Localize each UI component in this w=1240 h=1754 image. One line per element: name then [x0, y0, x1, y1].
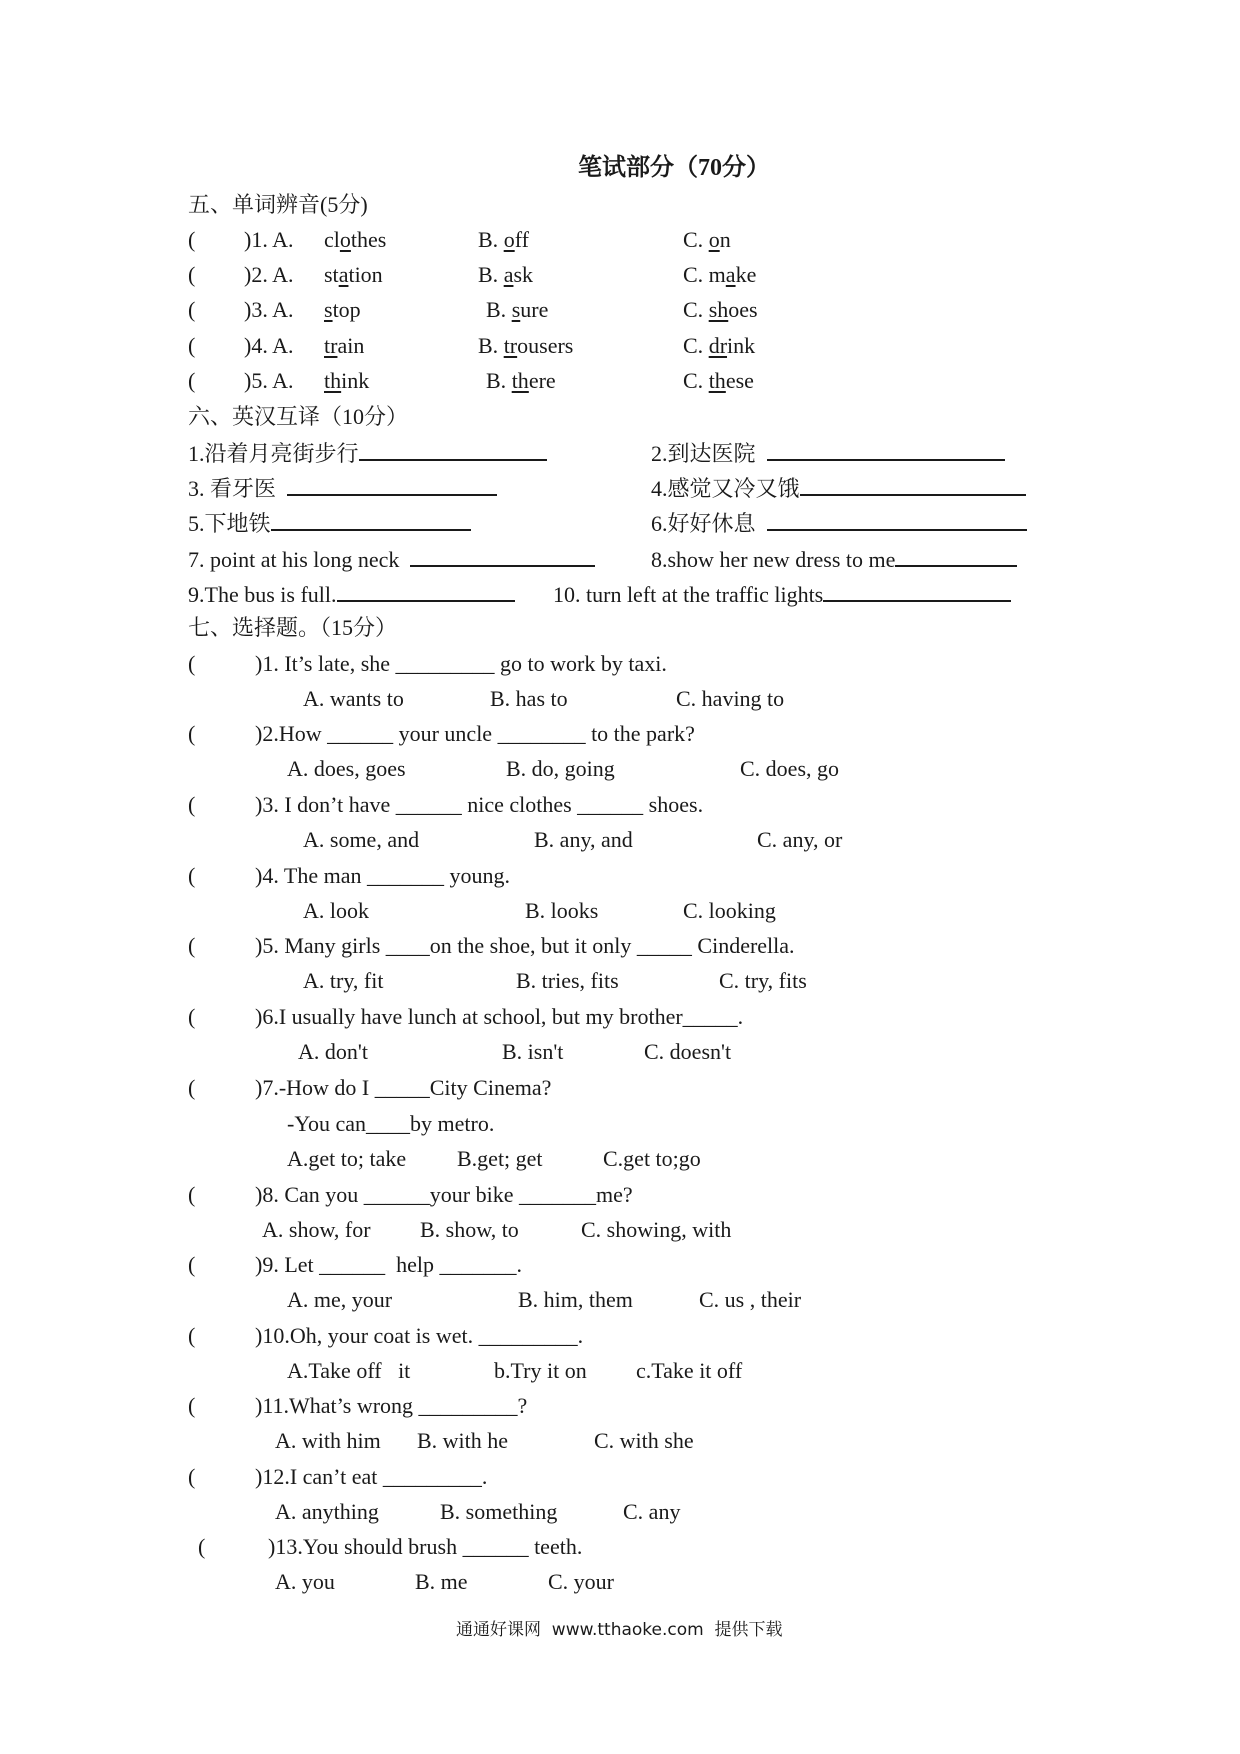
answer-paren[interactable]: (: [188, 333, 196, 358]
choice-option[interactable]: B. him, them: [518, 1287, 633, 1312]
choice-option[interactable]: C. does, go: [740, 756, 839, 781]
question-number: )5. A.: [244, 368, 294, 393]
translation-item: 6.好好休息: [651, 511, 1027, 535]
question-text: )3. I don’t have ______ nice clothes ______ shoes.: [255, 792, 704, 817]
choice-option[interactable]: A. don't: [298, 1039, 368, 1064]
answer-paren[interactable]: (: [188, 1075, 196, 1100]
section-6-heading: 六、英汉互译（10分）: [188, 404, 409, 429]
translation-item: 9.The bus is full.: [188, 582, 515, 606]
question-text: )5. Many girls ____on the shoe, but it only _____ Cinderella.: [255, 933, 795, 958]
answer-paren[interactable]: (: [188, 651, 196, 676]
answer-blank[interactable]: [767, 511, 1027, 531]
choice-option[interactable]: B. show, to: [420, 1217, 519, 1242]
choice-option[interactable]: A. some, and: [303, 827, 420, 852]
option-b: B. off: [478, 227, 529, 252]
page-title: 笔试部分（70分）: [578, 155, 770, 181]
answer-paren[interactable]: (: [188, 1004, 196, 1029]
choice-option[interactable]: C.get to;go: [603, 1146, 701, 1171]
choice-option[interactable]: A. you: [275, 1569, 335, 1594]
choice-option[interactable]: C. doesn't: [644, 1039, 732, 1064]
answer-paren[interactable]: (: [188, 1323, 196, 1348]
choice-option[interactable]: B. isn't: [502, 1039, 564, 1064]
option-a: train: [324, 333, 365, 358]
translation-item: 3. 看牙医: [188, 476, 497, 500]
answer-paren[interactable]: (: [188, 262, 196, 287]
option-a: think: [324, 368, 370, 393]
choice-option[interactable]: A. me, your: [287, 1287, 393, 1312]
question-number: )2. A.: [244, 262, 294, 287]
translation-item: 2.到达医院: [651, 441, 1005, 465]
choice-option[interactable]: C. your: [548, 1569, 614, 1594]
answer-paren[interactable]: (: [188, 297, 196, 322]
option-c: C. on: [683, 227, 731, 252]
translation-item: 1.沿着月亮街步行: [188, 441, 547, 465]
answer-paren[interactable]: (: [188, 1464, 196, 1489]
choice-option[interactable]: A. wants to: [303, 686, 404, 711]
answer-paren[interactable]: (: [188, 863, 196, 888]
choice-option[interactable]: C. showing, with: [581, 1217, 732, 1242]
question-number: )1. A.: [244, 227, 294, 252]
answer-paren[interactable]: (: [188, 227, 196, 252]
choice-option[interactable]: B. has to: [490, 686, 568, 711]
answer-blank[interactable]: [895, 547, 1017, 567]
option-c: C. these: [683, 368, 754, 393]
translation-item: 8.show her new dress to me: [651, 547, 1017, 571]
choice-option[interactable]: A. look: [303, 898, 369, 923]
question-text: )8. Can you ______your bike _______me?: [255, 1182, 633, 1207]
choice-option[interactable]: C. us , their: [699, 1287, 802, 1312]
answer-paren[interactable]: (: [188, 933, 196, 958]
choice-option[interactable]: c.Take it off: [636, 1358, 743, 1383]
answer-paren[interactable]: (: [188, 792, 196, 817]
question-text: )12.I can’t eat _________.: [255, 1464, 488, 1489]
option-a: station: [324, 262, 383, 287]
option-b: B. trousers: [478, 333, 574, 358]
choice-option[interactable]: A. does, goes: [287, 756, 406, 781]
choice-option[interactable]: C. with she: [594, 1428, 694, 1453]
answer-paren[interactable]: (: [188, 368, 196, 393]
choice-option[interactable]: A. with him: [275, 1428, 381, 1453]
option-c: C. make: [683, 262, 757, 287]
choice-option[interactable]: C. looking: [683, 898, 776, 923]
choice-option[interactable]: B.get; get: [457, 1146, 543, 1171]
option-c: C. shoes: [683, 297, 758, 322]
choice-option[interactable]: B. looks: [525, 898, 599, 923]
question-text: )6.I usually have lunch at school, but my brother_____.: [255, 1004, 744, 1029]
section-7-heading: 七、选择题。（15分）: [188, 615, 398, 640]
option-a: stop: [324, 297, 361, 322]
answer-blank[interactable]: [359, 441, 547, 461]
option-b: B. sure: [486, 297, 549, 322]
answer-blank[interactable]: [271, 511, 471, 531]
answer-blank[interactable]: [767, 441, 1005, 461]
choice-option[interactable]: A.get to; take: [287, 1146, 407, 1171]
option-a: clothes: [324, 227, 387, 252]
choice-option[interactable]: B. do, going: [506, 756, 615, 781]
question-text: )10.Oh, your coat is wet. _________.: [255, 1323, 584, 1348]
answer-blank[interactable]: [287, 476, 497, 496]
answer-paren[interactable]: (: [188, 721, 196, 746]
translation-item: 5.下地铁: [188, 511, 471, 535]
choice-option[interactable]: B. tries, fits: [516, 968, 619, 993]
choice-option[interactable]: A. anything: [275, 1499, 379, 1524]
choice-option[interactable]: B. me: [415, 1569, 468, 1594]
question-text: )9. Let ______ help _______.: [255, 1252, 523, 1277]
option-c: C. drink: [683, 333, 756, 358]
answer-blank[interactable]: [410, 547, 595, 567]
question-number: )3. A.: [244, 297, 294, 322]
choice-option[interactable]: B. any, and: [534, 827, 633, 852]
question-text-line2: -You can____by metro.: [287, 1111, 495, 1136]
answer-blank[interactable]: [337, 582, 515, 602]
choice-option[interactable]: C. any, or: [757, 827, 843, 852]
translation-item: 7. point at his long neck: [188, 547, 595, 571]
answer-blank[interactable]: [823, 582, 1011, 602]
choice-option[interactable]: B. with he: [417, 1428, 509, 1453]
answer-paren[interactable]: (: [188, 1182, 196, 1207]
question-text: )7.-How do I _____City Cinema?: [255, 1075, 552, 1100]
choice-option[interactable]: A. try, fit: [303, 968, 384, 993]
choice-option[interactable]: C. try, fits: [719, 968, 807, 993]
question-text: )11.What’s wrong _________?: [255, 1393, 528, 1418]
choice-option[interactable]: A.Take off it: [287, 1358, 411, 1383]
answer-blank[interactable]: [800, 476, 1026, 496]
choice-option[interactable]: B. something: [440, 1499, 558, 1524]
question-text: )13.You should brush ______ teeth.: [268, 1534, 583, 1559]
question-text: )4. The man _______ young.: [255, 863, 511, 888]
choice-option[interactable]: A. show, for: [262, 1217, 371, 1242]
answer-paren[interactable]: (: [188, 1252, 196, 1277]
translation-item: 4.感觉又冷又饿: [651, 476, 1026, 500]
question-number: )4. A.: [244, 333, 294, 358]
footer-text: 通通好课网 www.tthaoke.com 提供下载: [456, 1620, 783, 1640]
answer-paren[interactable]: (: [198, 1534, 206, 1559]
question-text: )1. It’s late, she _________ go to work by taxi.: [255, 651, 667, 676]
option-b: B. there: [486, 368, 556, 393]
answer-paren[interactable]: (: [188, 1393, 196, 1418]
choice-option[interactable]: b.Try it on: [494, 1358, 587, 1383]
choice-option[interactable]: C. having to: [676, 686, 785, 711]
choice-option[interactable]: C. any: [623, 1499, 681, 1524]
section-5-heading: 五、单词辨音(5分): [188, 192, 368, 217]
question-text: )2.How ______ your uncle ________ to the park?: [255, 721, 695, 746]
option-b: B. ask: [478, 262, 534, 287]
translation-item: 10. turn left at the traffic lights: [553, 582, 1011, 606]
